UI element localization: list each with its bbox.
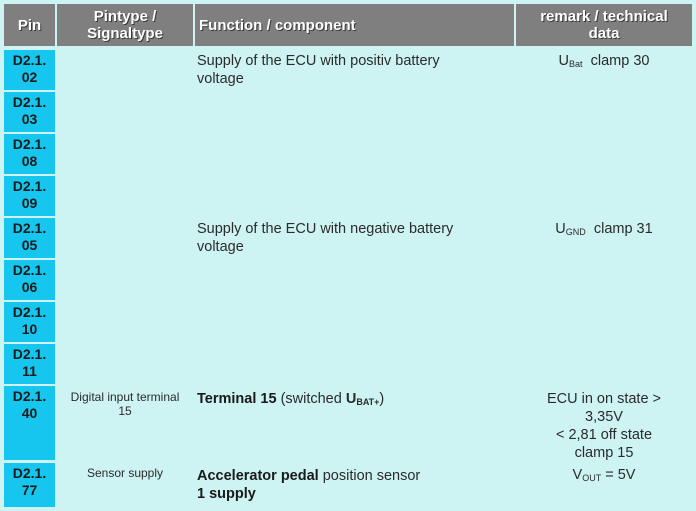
function-line: voltage — [197, 71, 244, 87]
function-terminal15 — [197, 390, 509, 411]
type-line: 15 — [118, 404, 132, 418]
pin-number: 10 — [21, 321, 38, 337]
function-symbol: U — [345, 391, 357, 407]
function-line: voltage — [197, 239, 244, 255]
pin-prefix: D2.1. — [12, 262, 47, 278]
pin-number: 06 — [21, 279, 38, 295]
pin-cell — [4, 50, 55, 90]
header-function-label: Function / component — [199, 16, 356, 34]
pin-prefix: D2.1. — [12, 178, 47, 194]
remark-line: < 2,81 off state — [555, 427, 653, 443]
header-remark — [516, 4, 692, 46]
pin-number: 77 — [21, 482, 38, 498]
remark-subscript: Bat — [569, 59, 583, 69]
function-sensor-supply — [197, 467, 509, 503]
remark-clamp: clamp 31 — [593, 221, 653, 237]
function-bold: 1 supply — [197, 486, 256, 502]
header-pintype-line1: Pintype / — [93, 8, 157, 25]
pin-prefix: D2.1. — [12, 220, 47, 236]
function-positive-supply — [197, 52, 509, 88]
function-subscript: BAT+ — [356, 397, 380, 407]
header-remark-line2: data — [588, 25, 620, 42]
pin-cell — [4, 302, 55, 342]
remark-value: = 5V — [605, 467, 636, 483]
pin-cell — [4, 386, 55, 460]
remark-subscript: OUT — [582, 473, 602, 483]
remark-terminal15 — [516, 390, 692, 462]
pin-number: 40 — [21, 405, 38, 421]
remark-line: clamp 15 — [574, 445, 634, 461]
header-function — [195, 4, 514, 46]
remark-clamp: clamp 30 — [590, 53, 650, 69]
remark-negative-supply — [516, 220, 692, 241]
function-text: (switched — [280, 391, 342, 407]
header-pin — [4, 4, 55, 46]
pin-number: 08 — [21, 153, 38, 169]
type-sensor-supply — [57, 466, 193, 480]
remark-line: 3,35V — [585, 409, 623, 425]
pin-cell — [4, 218, 55, 258]
remark-symbol: V — [572, 467, 583, 483]
pin-prefix: D2.1. — [12, 94, 47, 110]
function-text: position sensor — [322, 468, 421, 484]
remark-positive-supply — [516, 52, 692, 73]
remark-subscript: GND — [565, 227, 586, 237]
pin-prefix: D2.1. — [12, 465, 47, 481]
type-terminal15 — [57, 390, 193, 418]
pin-cell — [4, 92, 55, 132]
function-line: Supply of the ECU with positiv battery — [197, 53, 440, 69]
remark-symbol: U — [558, 53, 570, 69]
pin-prefix: D2.1. — [12, 388, 47, 404]
header-pintype — [57, 4, 193, 46]
type-line: Sensor supply — [86, 466, 164, 480]
pin-number: 11 — [22, 363, 37, 379]
pin-cell — [4, 463, 55, 507]
pin-cell — [4, 176, 55, 216]
pin-number: 03 — [21, 111, 38, 127]
pin-prefix: D2.1. — [12, 136, 47, 152]
pin-cell — [4, 134, 55, 174]
function-close: ) — [379, 391, 385, 407]
function-bold: Accelerator pedal — [197, 468, 319, 484]
header-pintype-line2: Signaltype — [87, 25, 163, 42]
pin-number: 09 — [21, 195, 38, 211]
pin-number: 02 — [21, 69, 38, 85]
remark-symbol: U — [555, 221, 566, 237]
pin-prefix: D2.1. — [12, 304, 47, 320]
remark-sensor-supply — [516, 466, 692, 487]
function-bold: Terminal 15 — [197, 391, 277, 407]
pin-cell — [4, 344, 55, 384]
header-pin-label: Pin — [17, 16, 42, 34]
pin-number: 05 — [21, 237, 38, 253]
pin-prefix: D2.1. — [12, 52, 47, 68]
function-line: Supply of the ECU with negative battery — [197, 221, 454, 237]
remark-line: ECU in on state > — [546, 391, 662, 407]
header-remark-line1: remark / technical — [540, 8, 668, 25]
pin-cell — [4, 260, 55, 300]
type-line: Digital input terminal — [70, 390, 180, 404]
function-negative-supply — [197, 220, 509, 256]
pin-prefix: D2.1. — [12, 346, 47, 362]
